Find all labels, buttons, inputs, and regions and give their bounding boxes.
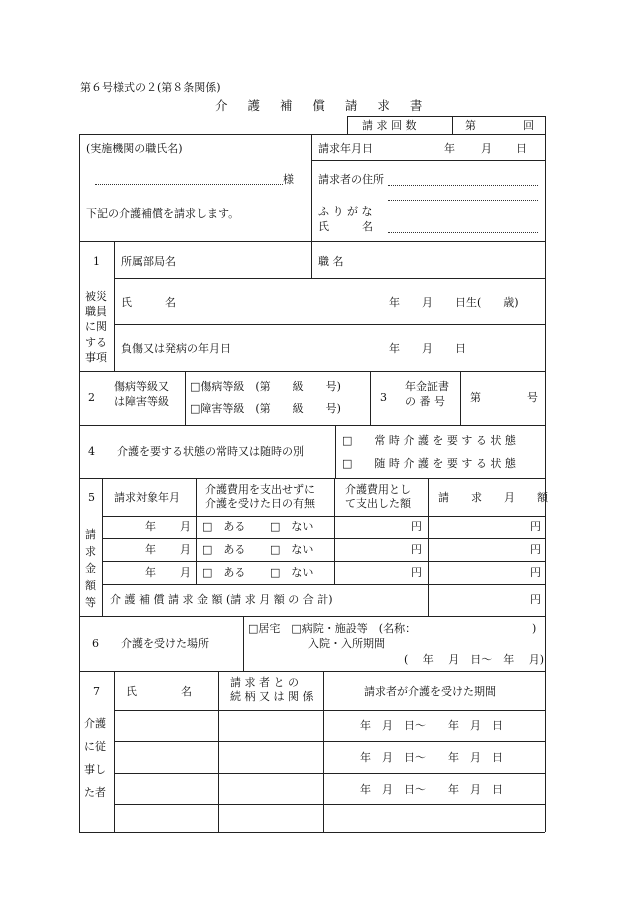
- institution-field[interactable]: [95, 184, 283, 185]
- col-care-cost: 介護費用とし て支出した額: [345, 483, 411, 511]
- section1-side-label: 被災 職員 に関 する 事項: [85, 290, 107, 364]
- care-period-row: 年 月 日～ 年 月 日: [360, 783, 503, 796]
- dept-label: 所属部局名: [121, 255, 176, 268]
- date-month: 月: [481, 142, 492, 155]
- victim-name-label: 氏 名: [121, 296, 176, 309]
- section7-side-label: 介護 に従 事し た者: [84, 717, 106, 800]
- total-yen: 円: [530, 593, 541, 606]
- address-label: 請求者の住所: [318, 173, 384, 186]
- col-target-month: 請求対象年月: [114, 491, 180, 504]
- cert-prefix: 第: [470, 391, 481, 404]
- pension-cert-label: 年金証書 の 番 号: [405, 380, 449, 409]
- name-field[interactable]: [388, 232, 538, 233]
- checkbox-aru[interactable]: □ ある: [202, 520, 246, 533]
- care-place-options[interactable]: □居宅 □病院・施設等 (名称：: [248, 622, 417, 635]
- date-label: 請求年月日: [318, 142, 373, 155]
- grade-label: 傷病等級又 は障害等級: [114, 380, 169, 409]
- grade-option-disability[interactable]: □障害等級 (第 級 号): [190, 402, 341, 415]
- row-year: 年: [145, 543, 156, 556]
- care-place-label: 6 介護を受けた場所: [92, 637, 209, 650]
- stay-period-label: 入院・入所期間: [308, 637, 385, 650]
- section7-number: 7: [93, 685, 100, 698]
- col-care-days: 介護費用を支出せずに 介護を受けた日の有無: [205, 483, 315, 511]
- row-month: 月: [180, 566, 191, 579]
- checkbox-nai[interactable]: □ ない: [270, 566, 314, 579]
- section1-number: 1: [93, 255, 100, 268]
- form-title: 介 護 補 償 請 求 書: [215, 98, 425, 113]
- col-monthly-amount: 請 求 月 額: [438, 491, 548, 504]
- request-text: 下記の介護補償を請求します。: [86, 207, 240, 220]
- row-month: 月: [180, 543, 191, 556]
- care-option-occasional[interactable]: □ 随 時 介 護 を 要 す る 状 態: [342, 457, 516, 470]
- cost-yen: 円: [411, 520, 422, 533]
- row-year: 年: [145, 566, 156, 579]
- care-state-label: 4 介護を要する状態の常時又は随時の別: [88, 445, 304, 458]
- grade-option-injury[interactable]: □傷病等級 (第 級 号): [190, 380, 341, 393]
- checkbox-aru[interactable]: □ ある: [202, 566, 246, 579]
- sama-label: 様: [283, 173, 294, 186]
- address-field-2[interactable]: [388, 200, 538, 201]
- cert-suffix: 号: [527, 391, 538, 404]
- section3-number: 3: [380, 391, 387, 404]
- row-month: 月: [180, 520, 191, 533]
- section5-number: 5: [88, 491, 95, 504]
- checkbox-nai[interactable]: □ ない: [270, 520, 314, 533]
- relation-label: 請 求 者 と の 続 柄 又 は 関 係: [230, 676, 314, 704]
- cost-yen: 円: [411, 543, 422, 556]
- address-field[interactable]: [388, 185, 538, 186]
- total-amount-label: 介 護 補 償 請 求 金 額 (請 求 月 額 の 合 計): [110, 593, 333, 606]
- section5-side-label: 請 求 金 額 等: [85, 528, 96, 610]
- section2-number: 2: [88, 391, 95, 404]
- count-prefix: 第: [465, 119, 476, 132]
- injury-date-field: 年 月 日: [389, 342, 466, 355]
- stay-period-field: ( 年 月 日～ 年 月): [404, 653, 545, 666]
- cost-yen: 円: [411, 566, 422, 579]
- amount-yen: 円: [530, 566, 541, 579]
- caregiver-name-label: 氏 名: [126, 685, 192, 698]
- row-year: 年: [145, 520, 156, 533]
- care-option-constant[interactable]: □ 常 時 介 護 を 要 す る 状 態: [342, 434, 516, 447]
- care-place-close: ): [532, 622, 537, 635]
- form-number: 第６号様式の２(第８条関係): [80, 81, 221, 94]
- dob-field: 年 月 日生( 歳): [389, 296, 519, 309]
- checkbox-nai[interactable]: □ ない: [270, 543, 314, 556]
- count-label: 請 求 回 数: [362, 119, 417, 132]
- date-year: 年: [444, 142, 455, 155]
- name-label: 氏 名: [318, 220, 373, 233]
- injury-date-label: 負傷又は発病の年月日: [121, 342, 231, 355]
- institution-label: (実施機関の職氏名): [86, 142, 183, 155]
- care-period-label: 請求者が介護を受けた期間: [364, 685, 496, 698]
- date-day: 日: [516, 142, 527, 155]
- amount-yen: 円: [530, 520, 541, 533]
- care-period-row: 年 月 日～ 年 月 日: [360, 719, 503, 732]
- furigana-label: ふ り が な: [318, 205, 373, 218]
- amount-yen: 円: [530, 543, 541, 556]
- checkbox-aru[interactable]: □ ある: [202, 543, 246, 556]
- job-label: 職 名: [318, 255, 344, 268]
- count-suffix: 回: [523, 119, 534, 132]
- care-period-row: 年 月 日～ 年 月 日: [360, 751, 503, 764]
